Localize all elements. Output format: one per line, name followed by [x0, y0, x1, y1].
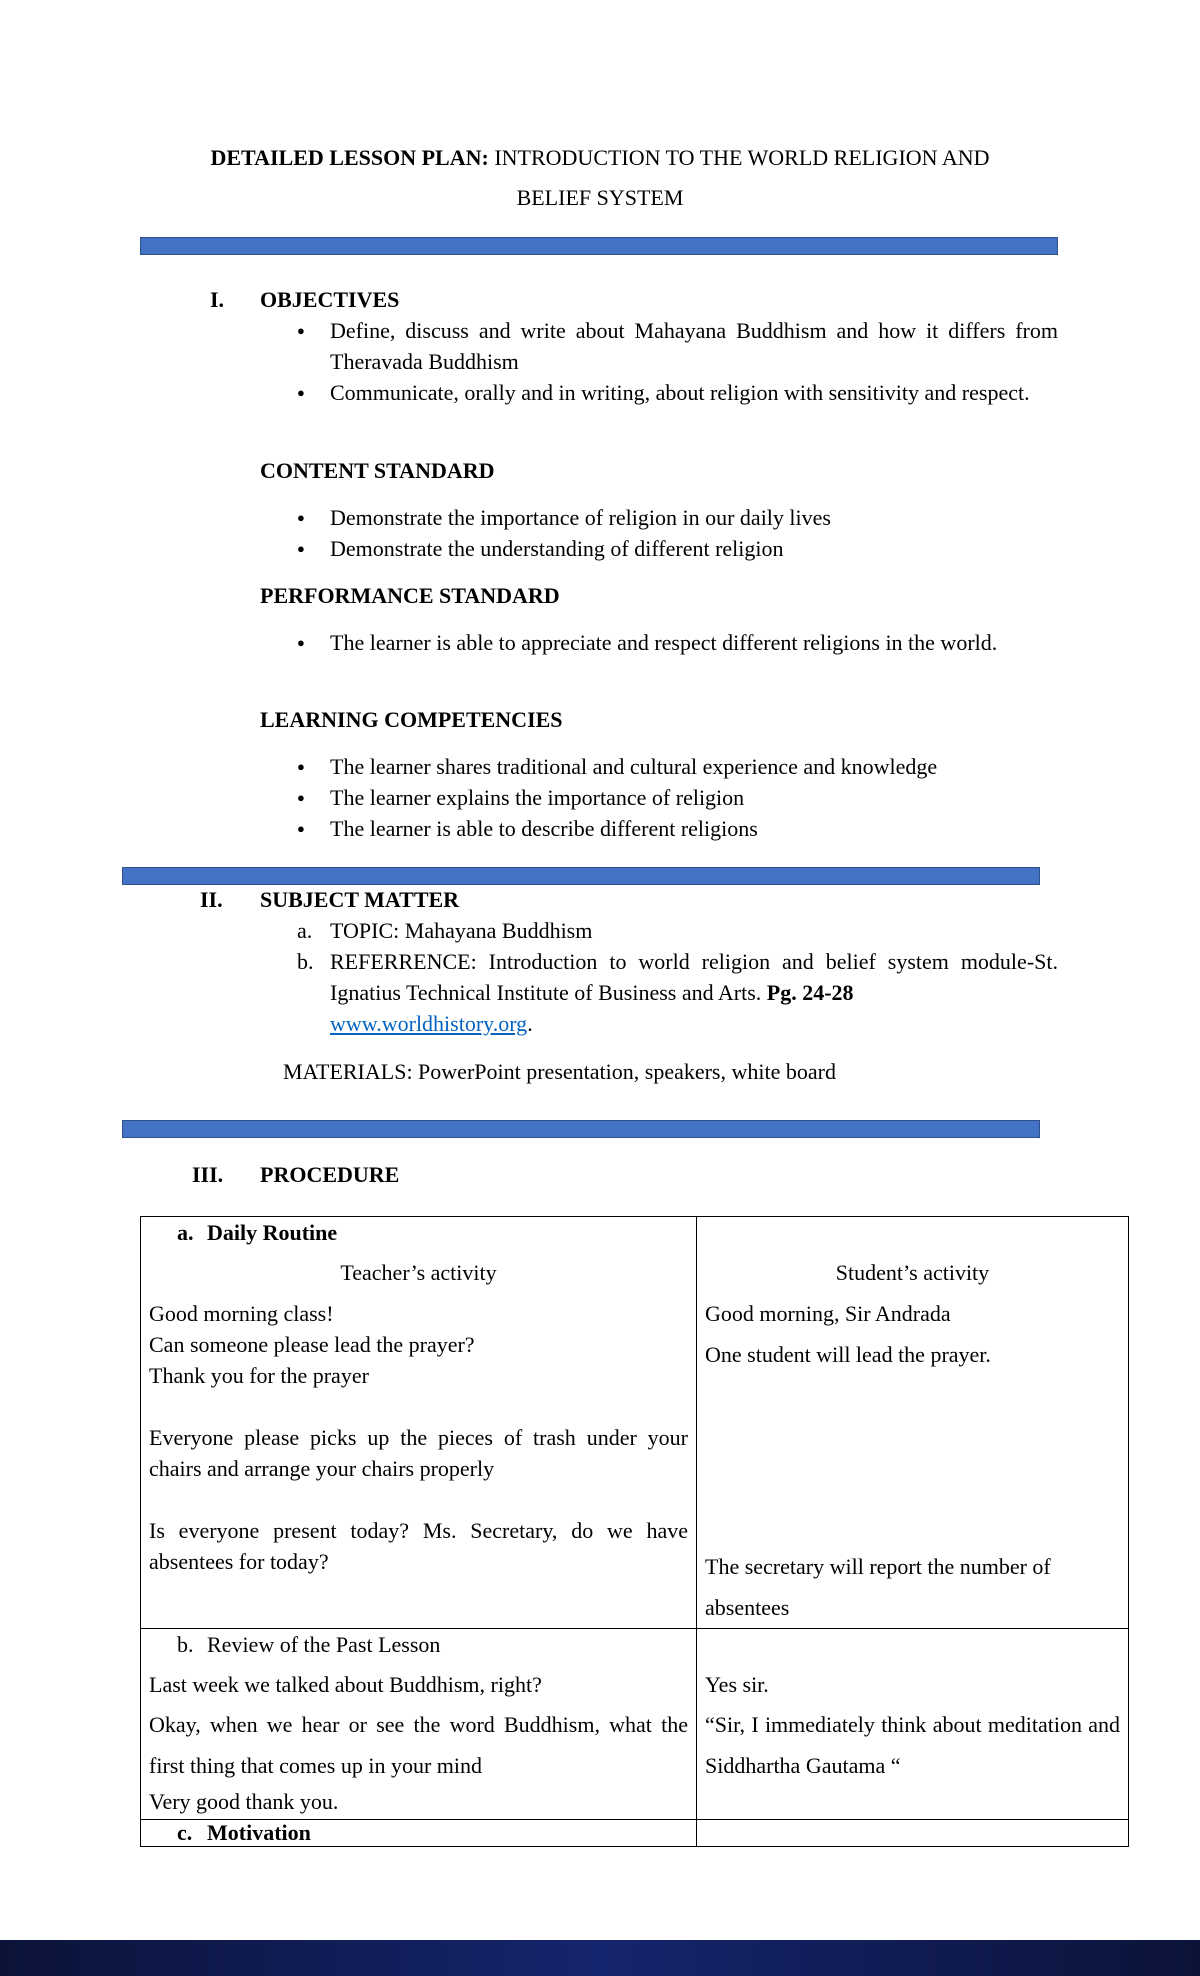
subject-matter-numeral: II. [200, 887, 223, 912]
list-item: ● The learner explains the importance of religion [330, 782, 1058, 813]
title-rest: INTRODUCTION TO THE WORLD RELIGION AND [488, 145, 990, 170]
title-bold: DETAILED LESSON PLAN: [210, 145, 489, 170]
learning-competencies-list [330, 751, 1058, 844]
list-item: ● Demonstrate the importance of religion in our daily lives [330, 502, 1058, 533]
daily-routine-teacher-cell [141, 1217, 697, 1629]
objectives-numeral: I. [210, 287, 225, 312]
student-line: Yes sir. [705, 1672, 769, 1697]
subject-matter-list [297, 915, 1058, 1039]
review-title [141, 1629, 688, 1660]
list-item: ● Demonstrate the understanding of different religion [330, 533, 1058, 564]
daily-routine-title [141, 1217, 688, 1248]
review-teacher-cell [141, 1629, 697, 1820]
motivation-label: Motivation [207, 1820, 311, 1845]
list-item: ● Communicate, orally and in writing, about religion with sensitivity and respect. [330, 377, 1058, 408]
motivation-student-cell [697, 1820, 1129, 1847]
list-item: ● Define, discuss and write about Mahayana Buddhism and how it differs from Theravada Buddhism [330, 315, 1058, 377]
list-item: ● The learner is able to describe different religions [330, 813, 1058, 844]
section-divider [140, 237, 1058, 255]
topic-row [297, 915, 1058, 946]
review-letter: b. [177, 1632, 194, 1657]
performance-standard-list [330, 627, 1058, 658]
table-row [141, 1217, 1129, 1629]
teacher-line: Good morning class! [149, 1301, 334, 1326]
learning-competencies-heading: LEARNING COMPETENCIES [260, 707, 563, 732]
content-standard-heading: CONTENT STANDARD [260, 458, 495, 483]
teacher-line: Everyone please picks up the pieces of trash under your chairs and arrange your chairs properly [149, 1425, 688, 1481]
teacher-line: Very good thank you. [149, 1789, 339, 1814]
review-student-cell [697, 1629, 1129, 1820]
list-item: ● The learner is able to appreciate and respect different religions in the world. [330, 627, 1058, 658]
materials-text: MATERIALS: PowerPoint presentation, speakers, white board [283, 1059, 836, 1084]
reference-end: . [527, 1011, 533, 1036]
procedure-numeral: III. [192, 1162, 224, 1187]
list-item: ● The learner shares traditional and cultural experience and knowledge [330, 751, 1058, 782]
review-label: Review of the Past Lesson [207, 1632, 441, 1657]
reference-link[interactable]: www.worldhistory.org [330, 1011, 528, 1036]
topic-text: TOPIC: Mahayana Buddhism [330, 918, 593, 943]
document-title [140, 138, 1060, 218]
student-line: “Sir, I immediately think about meditation and Siddhartha Gautama “ [705, 1712, 1120, 1778]
student-line: One student will lead the prayer. [705, 1342, 991, 1367]
objectives-list [330, 315, 1058, 408]
table-row [141, 1820, 1129, 1847]
daily-routine-letter: a. [177, 1220, 194, 1245]
motivation-cell [141, 1820, 697, 1847]
reference-row [297, 946, 1058, 1039]
section-divider [122, 867, 1040, 885]
motivation-title [141, 1820, 688, 1846]
footer-band [0, 1940, 1200, 1976]
student-activity-header: Student’s activity [835, 1260, 990, 1285]
teacher-activity-header: Teacher’s activity [340, 1260, 497, 1285]
daily-routine-student-cell [697, 1217, 1129, 1629]
topic-label: a. [297, 918, 313, 943]
daily-routine-label: Daily Routine [207, 1220, 338, 1245]
reference-label: b. [297, 949, 314, 974]
reference-pages: Pg. 24-28 [766, 980, 854, 1005]
objectives-heading: OBJECTIVES [260, 287, 400, 312]
table-row [141, 1629, 1129, 1820]
title-line2: BELIEF SYSTEM [516, 185, 684, 210]
motivation-letter: c. [177, 1820, 193, 1845]
student-line: Good morning, Sir Andrada [705, 1301, 951, 1326]
teacher-line: Okay, when we hear or see the word Buddhism, what the first thing that comes up in your mind [149, 1712, 688, 1778]
teacher-line: Last week we talked about Buddhism, right? [149, 1672, 542, 1697]
student-line: The secretary will report the number of absentees [705, 1554, 1051, 1620]
teacher-line: Can someone please lead the prayer? [149, 1332, 475, 1357]
subject-matter-heading: SUBJECT MATTER [260, 887, 460, 912]
section-divider [122, 1120, 1040, 1138]
reference-text: REFERRENCE: Introduction to world religion and belief system module-St. Ignatius Technical Institute of Business and Arts. [330, 949, 1058, 1005]
teacher-line: Thank you for the prayer [149, 1363, 369, 1388]
content-standard-list [330, 502, 1058, 564]
procedure-table [140, 1216, 1129, 1847]
performance-standard-heading: PERFORMANCE STANDARD [260, 583, 560, 608]
procedure-heading: PROCEDURE [260, 1162, 400, 1187]
teacher-line: Is everyone present today? Ms. Secretary, do we have absentees for today? [149, 1518, 688, 1574]
